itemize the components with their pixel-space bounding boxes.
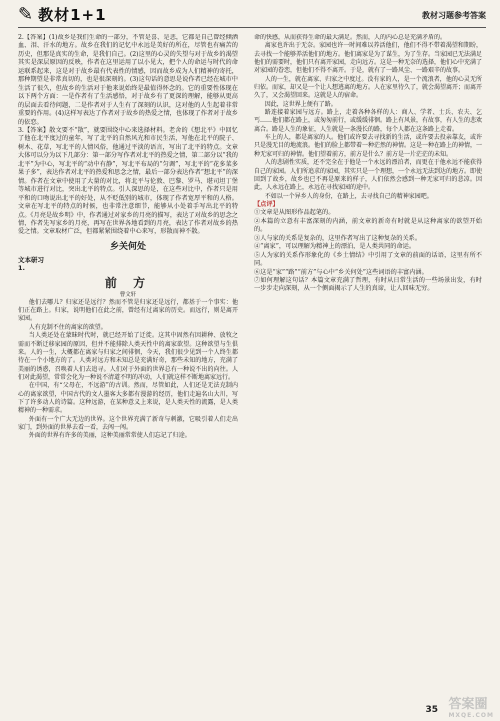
essay-paragraph: 他们去哪儿？归家还是远行？然而不管是归家还是远行，都基于一个事实：他们正在路上。归家，说明他们在此之前，曾经有过离家的历史。而远行，则是离开家园。 [18, 298, 238, 323]
commentary-item: ④“离家”，可以理解为精神上的漂泊，是人类共同的命运。 [254, 243, 416, 251]
watermark-main: 答案圈 [448, 697, 488, 712]
essay-paragraph: 命的快感，从而获得生命的最大满足。然而，人的内心总是充满矛盾的。 [254, 34, 447, 41]
essay-paragraph: 人的悲剧性实质，还不完全在于他是一个永远的漂泊者，而更在于他永远不能获得自己的家园。人们所追求的家园，其实只是一个理想，一个永远无法到达的地方。即使回到了故乡，故乡也已不再是原来的样子，人们依然会感到一种无家可归的悲凉。因此，人永远在路上，永远在寻找家园的途中。 [254, 159, 482, 192]
essay-paragraph: 不如以一个异乡人的身份，在路上，去寻找自己的精神家园吧。 [264, 192, 433, 200]
essay-title: 前 方 [104, 275, 152, 290]
essay-paragraph: 外面有一个广大无边的世界。这个世界充满了新奇与刺激，它吸引着人们走出家门，到外面的世界去看一看，去闯一闯。 [18, 415, 238, 431]
essay-paragraph: 离家也许出于无奈。家园也许一时间难以养活他们，他们不得不带着渴望和期盼，去寻找一个能够养活他们的地方。他们离家是为了谋生，为了生存。当家园已无法满足他们的需要时，他们只有离开家园，走向远方。这是一种无奈的选择，他们心中充满了对家园的眷恋，但他们不得不离开。于是，就有了一路风尘、一路艰辛的故事。 [254, 42, 482, 75]
commentary-item: ③人与家的关系是复杂的，这里作者写出了这种复杂的关系。 [254, 234, 422, 242]
header-subtitle: 教材习题参考答案 [422, 11, 486, 20]
logo [18, 4, 107, 25]
book-logo-icon: ✎ [18, 4, 35, 25]
answer-label: 1. [18, 264, 25, 273]
commentary-item: ⑦如何理解这句话？本篇文章充满了哲理，有时从日常生活的一些场景出发，有时一步步走向深刻，从一个侧面揭示了人生的真谛，让人回味无穷。 [254, 276, 482, 293]
essay-body-right [254, 34, 482, 201]
answer-q3: 3.【答案】散文要不“散”，就要围绕中心来选择材料。老舍的《想北平》中回忆了他在北平度过的童年，写了北平的自然风光和市民生活，写他在北平的院子、树木、花草，写北平的人情风俗，他通过平淡的语言，写出了北平的特点。文章大体可以分为以下几部分：第一部分写作者对北平的热爱之情，第二部分以“我的北平”为中心，写北平的“动中有静”，写北平布局的“匀调”，写北平的“花多菜多果子多”，表达作者对北平的热爱和思念之情，最后一部分表达作者“想北平”的深情。作者在文章中使用了大量的对比，将北平与伦敦、巴黎、罗马、堪司坦丁堡等城市进行对比，突出北平的特点。引人深思的是，在这些对比中，作者只是用平和的口吻说出北平的好处，从不贬低别的城市，体现了作者宽厚平和的人格。文章在写北平的特点的时候，也非常注意细节，能够从小处着手写出北平的特点。《月亮是故乡明》中，作者通过对家乡的月亮的描写，表达了对故乡的思念之情，作者先写家乡的月亮，再写在世界各地看到的月亮，表达了作者对故乡的热爱之情。文章取材广泛，但都紧紧围绕着中心来写，形散而神不散。 [18, 126, 238, 236]
essay-paragraph: 因此，这世界上便有了路。 [264, 100, 337, 108]
commentary-item: ①文章是从图形作品起笔的。 [254, 209, 335, 217]
page-header [0, 0, 500, 30]
watermark [448, 693, 494, 719]
section-title: 乡关何处 [109, 241, 146, 252]
logo-title: 教材1+1 [38, 6, 107, 24]
essay-body-left [18, 299, 238, 441]
commentary-label: 【点评】 [254, 200, 279, 208]
commentary-item: ⑤人为家的关系作形象化的《乡土情结》中引用了文章的前面的话语，这里有所不同。 [254, 251, 482, 268]
header-divider [18, 27, 486, 28]
commentary-item: ②本篇的立意有丰富深刻的内涵，前文章的新奇有时就是从这种离家的欲望开始的。 [254, 217, 482, 234]
essay-paragraph: 路连接着家园与远方。路上，走着各种各样的人：商人、学者、士兵、农夫、乞丐……他们都在路上，或匆匆前行，或缓缓徘徊。路上有风景，有故事，有人生的悲欢离合。路是人生的象征，人生就是一条漫长的路，每个人都在这条路上走着。 [254, 109, 482, 133]
right-column [254, 34, 482, 703]
essay-paragraph: 外面的世界有许多的美丽，这种美丽常常使人们忘记了归途。 [28, 432, 191, 440]
left-column [18, 34, 238, 703]
answer-q2: 2.【答案】(1)故乡是我们生命的一部分，不管是喜、是悲，它都是自己曾经倾洒血、泪、汗水的地方。故乡在我们的记忆中永远是美好的所在，尽管也有痛苦的历史，但那是真实的生命，是我们自己。(2)这里的心灵的失望与对于故乡的渴望其实是深层原因的反映，作者在这里运用了以小见大，把个人的命运与时代的命运联系起来，这是对于故乡最有代表性的情感，因而故乡成为人们精神的寄托，那种期望是非常真切的，也是很深刻的。(3)这句话的意思是说作者已经在城市中生活了很久，但故乡的生活对于他来说始终是最值得怀念的。它的重要性体现在以下两个方面：一是作者有了生活感悟，对于故乡有了更深的理解，能够从更高的层面去看待问题，二是作者对于人生有了深刻的认识，这对他的人生起着非常重要的作用。(4)这样写表达了作者对于故乡的热爱之情，也体现了作者对于故乡的依恋。 [18, 34, 238, 126]
page-number: 35 [425, 705, 438, 715]
watermark-sub: MXQE.COM [448, 712, 494, 719]
subsection-title: 文本研习 [18, 255, 44, 264]
essay-paragraph: 在中国，有“父母在，不远游”的古训。然而，尽管如此，人们还是无法克制内心的离家欲望，中国古代的文人墨客大多都有漫游的经历，他们走遍名山大川，写下了许多动人的诗篇。这种远游，在某种意义上来说，是人类天性的流露，是人类精神的一种需求。 [18, 382, 238, 415]
essay-paragraph: 车上的人，都是离家的人。他们或许要去寻找新的生活，或许要去投亲靠友，或许只是漫无目的地流浪。他们的脸上都带着一种茫然的神情。这是一种在路上的神情，一种无家可归的神情。他们望着前方，前方是什么？前方是一片茫茫的未知。 [254, 134, 482, 158]
essay-author: 曹文轩 [119, 291, 137, 298]
commentary-item: ⑥这是“家”“路”“前方”与心中“乡关何处”这些词语的丰富内涵。 [254, 268, 428, 276]
essay-paragraph: 人有克制不住的离家的欲望。 [28, 323, 107, 331]
essay-paragraph: 当人类还处在蒙昧时代时，就已经开始了迁徙。这其中固然有因耕种、放牧之需而不断迁移家园的原因，但并不能排除人类天性中的离家欲望。这种欲望与生俱来。人的一生，大概都在离家与归家之间徘徊，今天，我们很少见到一个人终生都待在一个小地方的了。人类对远方和未知总是充满好奇，那些未知的地方，充满了美丽的诱惑，召唤着人们去追寻。人们对于外面的世界总有一种说不出的向往。人们对此渴望，常常会化为一种说不清道不明的冲动，人们就这样不断地离家远行。 [18, 332, 238, 381]
essay-paragraph: 人的一生，就在离家、归家之中度过。没有家的人，是一个流浪者，他的心灵无所归依。而家，却又是一个让人想逃离的地方。人在家里待久了，就会渴望离开；而离开久了，又会渴望回来。这就是人的宿命。 [254, 75, 482, 100]
